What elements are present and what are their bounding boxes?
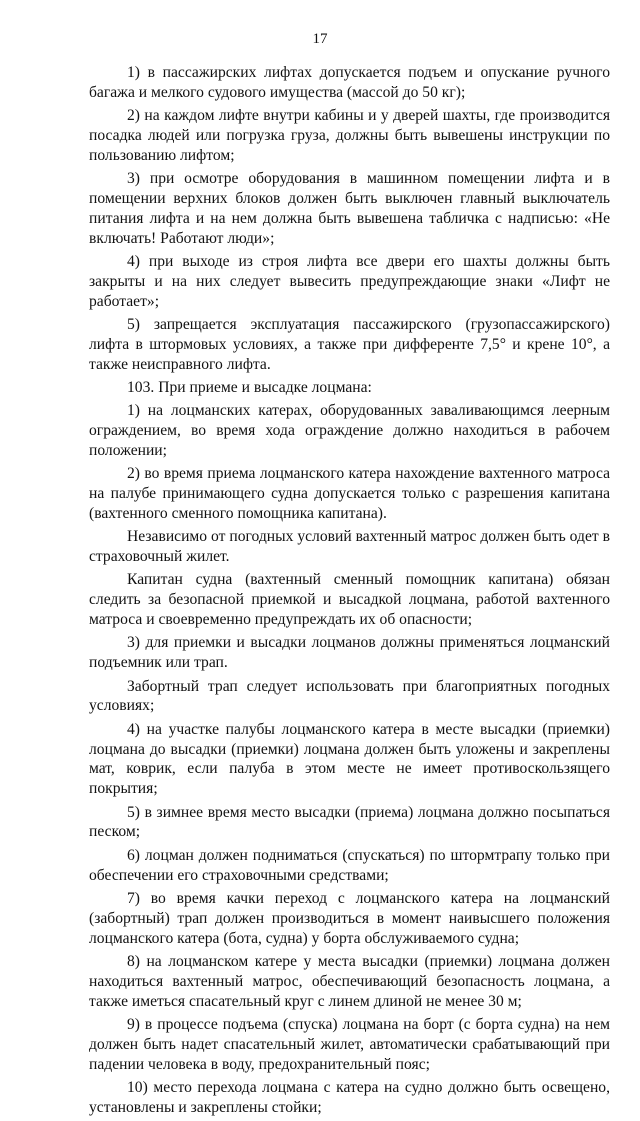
- paragraph: 3) для приемки и высадки лоцманов должны применяться лоцманский подъемник или трап.: [89, 634, 610, 672]
- paragraph: 5) запрещается эксплуатация пассажирского (грузопассажирского) лифта в штормовых условиях, а также при дифференте 7,5° и крене 10°, а также неисправного лифта.: [89, 316, 610, 373]
- paragraph: 7) во время качки переход с лоцманского катера на лоцманский (забортный) трап должен производиться в момент наивысшего положения лоцманского катера (бота, судна) у борта обслуживаемого судна;: [89, 889, 610, 947]
- paragraph: Забортный трап следует использовать при благоприятных погодных условиях;: [89, 677, 610, 715]
- paragraph: 3) при осмотре оборудования в машинном помещении лифта и в помещении верхних блоков должен быть выключен главный выключатель питания лифта и на нем должна быть вывешена табличка с надписью: «Не включать! Работают люди»;: [89, 170, 610, 247]
- paragraph: Независимо от погодных условий вахтенный матрос должен быть одет в страховочный жилет.: [89, 528, 610, 566]
- paragraph: 10) место перехода лоцмана с катера на судно должно быть освещено, установлены и закреплены стойки;: [89, 1078, 610, 1116]
- paragraph: 1) на лоцманских катерах, оборудованных заваливающимся леерным ограждением, во время хода ограждение должно находиться в рабочем положении;: [89, 402, 610, 460]
- document-body: [89, 63, 610, 1121]
- paragraph: 8) на лоцманском катере у места высадки (приемки) лоцмана должен находиться вахтенный матрос, обеспечивающий безопасность лоцмана, а также иметься спасательный круг с линем длиной не менее 30 м;: [89, 952, 610, 1010]
- paragraph: 1) в пассажирских лифтах допускается подъем и опускание ручного багажа и мелкого судового имущества (массой до 50 кг);: [89, 64, 610, 101]
- paragraph: 4) при выходе из строя лифта все двери его шахты должны быть закрыты и на них следует вывесить предупреждающие знаки «Лифт не работает»;: [89, 253, 610, 310]
- page-number: 17: [312, 31, 328, 47]
- paragraph: 2) на каждом лифте внутри кабины и у дверей шахты, где производится посадка людей или погрузка груза, должны быть вывешены инструкции по пользованию лифтом;: [89, 107, 610, 164]
- paragraph: Капитан судна (вахтенный сменный помощник капитана) обязан следить за безопасной приемкой и высадкой лоцмана, работой вахтенного матроса и своевременно предупреждать их об опасности;: [89, 571, 610, 629]
- paragraph: 2) во время приема лоцманского катера нахождение вахтенного матроса на палубе принимающего судна допускается только с разрешения капитана (вахтенного сменного помощника капитана).: [89, 465, 610, 523]
- paragraph: 4) на участке палубы лоцманского катера в месте высадки (приемки) лоцмана до высадки (приемки) лоцмана должен быть уложены и закреплены мат, коврик, если палуба в этом месте не имеет противоскользящего покрытия;: [89, 720, 610, 798]
- paragraph: 9) в процессе подъема (спуска) лоцмана на борт (с борта судна) на нем должен быть надет спасательный жилет, автоматически срабатывающий при падении человека в воду, предохранительный пояс;: [89, 1015, 610, 1073]
- paragraph: 103. При приеме и высадке лоцмана:: [127, 379, 372, 397]
- paragraph: 5) в зимнее время место высадки (приема) лоцмана должно посыпаться песком;: [89, 803, 610, 841]
- paragraph: 6) лоцман должен подниматься (спускаться) по штормтрапу только при обеспечении его страховочными средствами;: [89, 846, 610, 884]
